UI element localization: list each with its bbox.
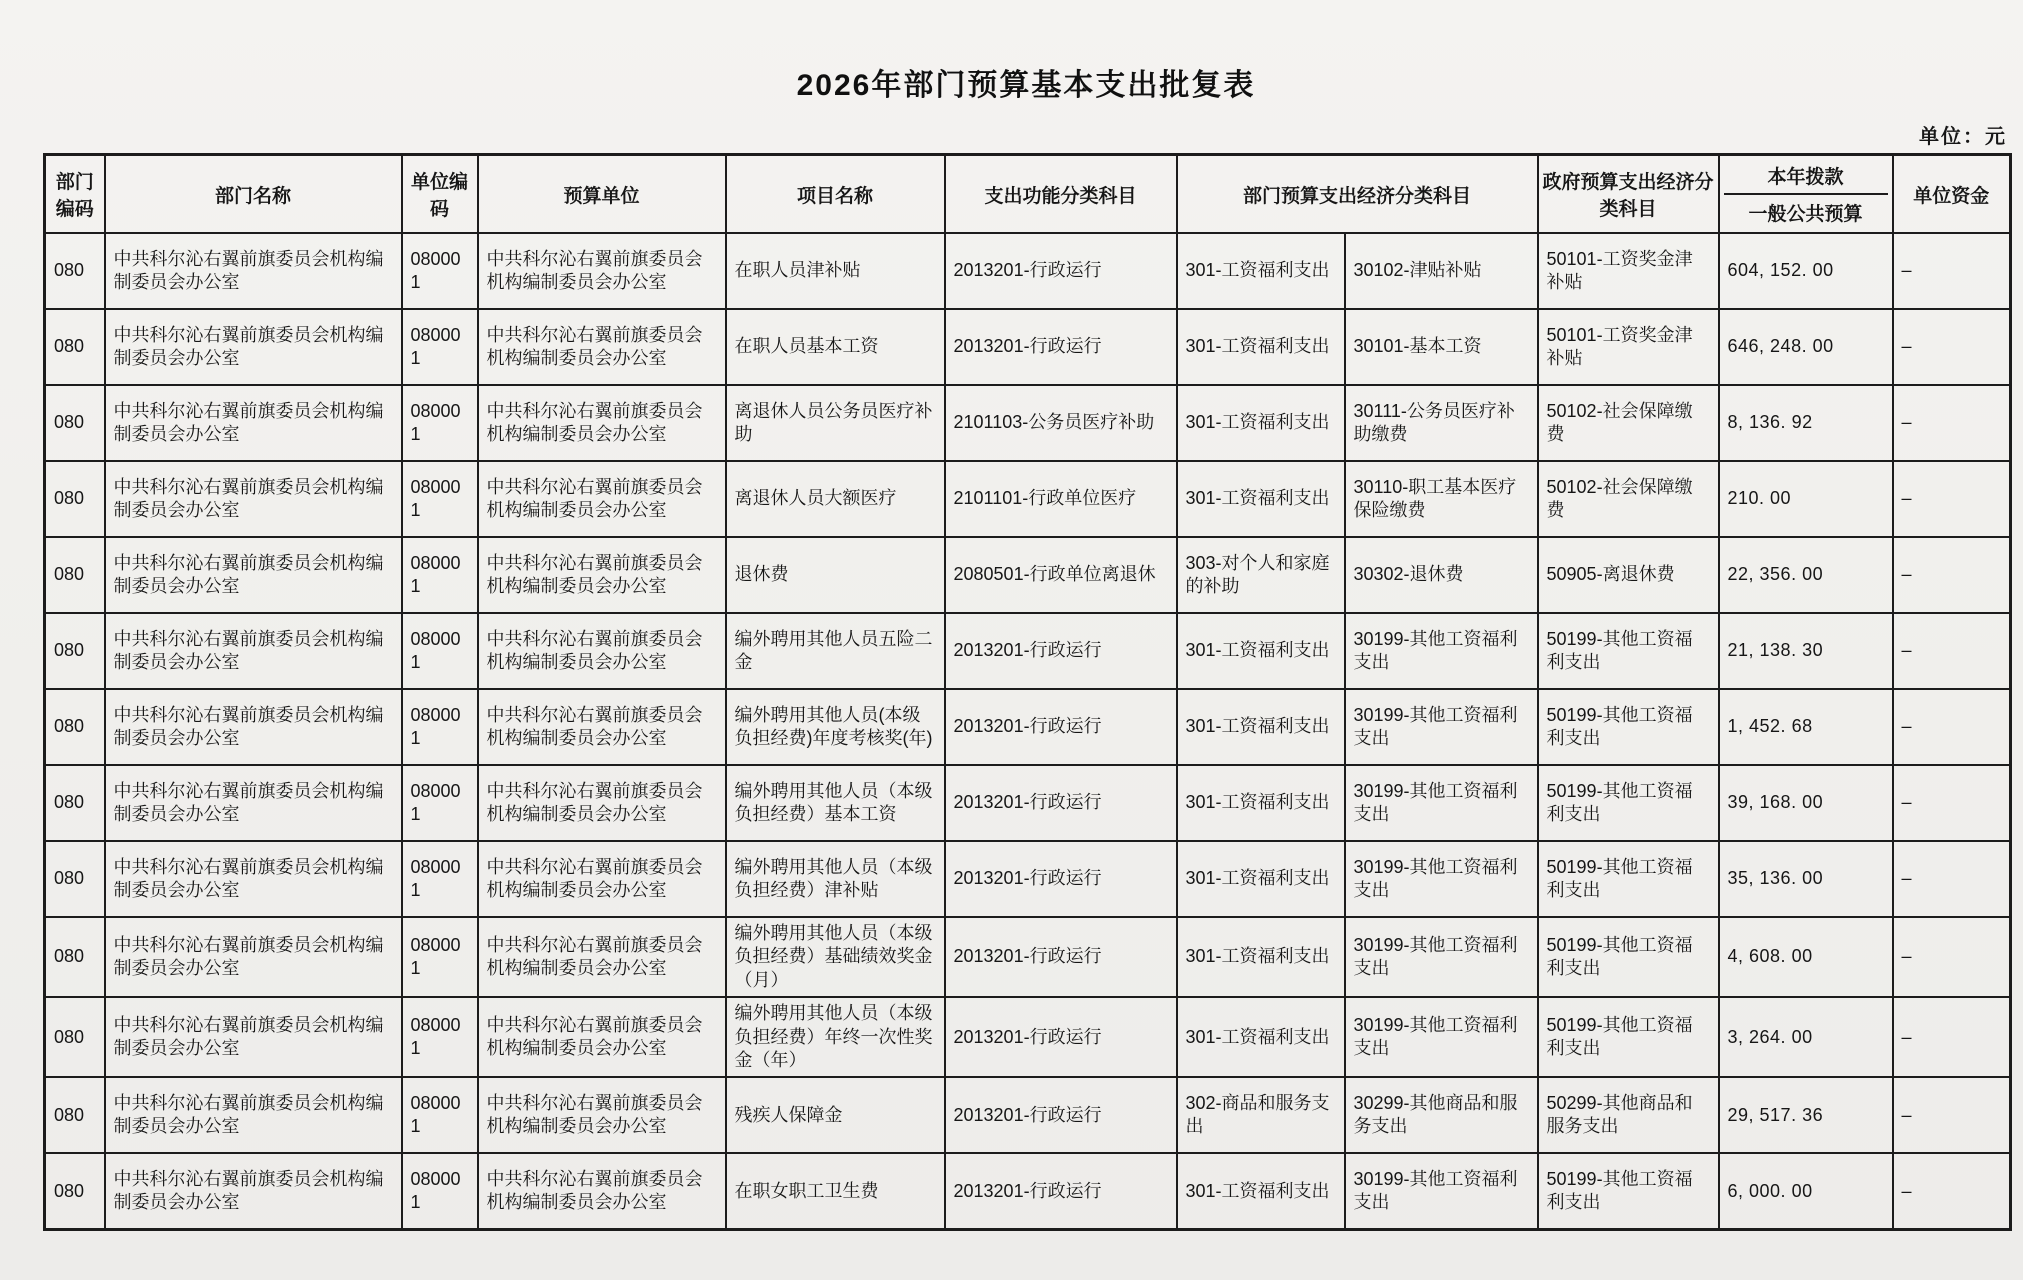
cell-unit-funds: – [1893,1077,2011,1153]
cell-gov-econ-class: 50101-工资奖金津补贴 [1538,309,1719,385]
cell-budget-unit: 中共科尔沁右翼前旗委员会机构编制委员会办公室 [478,689,726,765]
cell-dept-code: 080 [45,537,105,613]
cell-gov-econ-class: 50299-其他商品和服务支出 [1538,1077,1719,1153]
cell-dept-econ-class-major: 301-工资福利支出 [1177,997,1345,1077]
cell-dept-name: 中共科尔沁右翼前旗委员会机构编制委员会办公室 [105,689,402,765]
cell-function-class: 2013201-行政运行 [945,841,1177,917]
cell-unit-funds: – [1893,1153,2011,1230]
cell-function-class: 2013201-行政运行 [945,997,1177,1077]
cell-budget-unit: 中共科尔沁右翼前旗委员会机构编制委员会办公室 [478,537,726,613]
cell-function-class: 2101101-行政单位医疗 [945,461,1177,537]
cell-dept-code: 080 [45,689,105,765]
cell-dept-name: 中共科尔沁右翼前旗委员会机构编制委员会办公室 [105,1077,402,1153]
cell-unit-funds: – [1893,689,2011,765]
cell-dept-econ-class-major: 301-工资福利支出 [1177,309,1345,385]
cell-unit-funds: – [1893,461,2011,537]
cell-budget-unit: 中共科尔沁右翼前旗委员会机构编制委员会办公室 [478,1077,726,1153]
cell-gov-econ-class: 50905-离退休费 [1538,537,1719,613]
cell-unit-code: 080001 [402,461,478,537]
cell-dept-name: 中共科尔沁右翼前旗委员会机构编制委员会办公室 [105,841,402,917]
cell-project-name: 退休费 [726,537,945,613]
cell-dept-econ-class-major: 301-工资福利支出 [1177,765,1345,841]
budget-approval-table [43,153,2012,1231]
cell-dept-econ-class-minor: 30199-其他工资福利支出 [1345,997,1538,1077]
cell-project-name: 离退休人员大额医疗 [726,461,945,537]
cell-dept-econ-class-major: 303-对个人和家庭的补助 [1177,537,1345,613]
cell-unit-funds: – [1893,841,2011,917]
cell-gov-econ-class: 50199-其他工资福利支出 [1538,1153,1719,1230]
cell-project-name: 编外聘用其他人员（本级负担经费）年终一次性奖金（年） [726,997,945,1077]
col-header-unit-funds: 单位资金 [1893,155,2011,234]
cell-dept-name: 中共科尔沁右翼前旗委员会机构编制委员会办公室 [105,233,402,309]
cell-budget-unit: 中共科尔沁右翼前旗委员会机构编制委员会办公室 [478,309,726,385]
page-title: 2026年部门预算基本支出批复表 [796,69,1256,102]
cell-dept-name: 中共科尔沁右翼前旗委员会机构编制委员会办公室 [105,309,402,385]
cell-gov-econ-class: 50199-其他工资福利支出 [1538,997,1719,1077]
cell-budget-unit: 中共科尔沁右翼前旗委员会机构编制委员会办公室 [478,917,726,997]
cell-allocation-amount: 22, 356. 00 [1719,537,1893,613]
cell-unit-code: 080001 [402,233,478,309]
cell-unit-code: 080001 [402,689,478,765]
cell-dept-code: 080 [45,461,105,537]
cell-project-name: 编外聘用其他人员（本级负担经费）基本工资 [726,765,945,841]
cell-gov-econ-class: 50199-其他工资福利支出 [1538,613,1719,689]
cell-dept-code: 080 [45,233,105,309]
cell-unit-code: 080001 [402,537,478,613]
table-row [45,537,2011,613]
cell-project-name: 在职女职工卫生费 [726,1153,945,1230]
cell-unit-code: 080001 [402,997,478,1077]
cell-project-name: 在职人员基本工资 [726,309,945,385]
cell-unit-code: 080001 [402,309,478,385]
cell-dept-name: 中共科尔沁右翼前旗委员会机构编制委员会办公室 [105,385,402,461]
scanned-document-page [43,0,2009,1231]
cell-dept-econ-class-major: 301-工资福利支出 [1177,689,1345,765]
cell-dept-econ-class-major: 301-工资福利支出 [1177,917,1345,997]
cell-allocation-amount: 6, 000. 00 [1719,1153,1893,1230]
cell-dept-name: 中共科尔沁右翼前旗委员会机构编制委员会办公室 [105,461,402,537]
table-row [45,997,2011,1077]
col-header-budget-unit: 预算单位 [478,155,726,234]
cell-project-name: 编外聘用其他人员(本级负担经费)年度考核奖(年) [726,689,945,765]
cell-dept-econ-class-minor: 30199-其他工资福利支出 [1345,841,1538,917]
cell-unit-code: 080001 [402,917,478,997]
cell-unit-code: 080001 [402,841,478,917]
cell-gov-econ-class: 50199-其他工资福利支出 [1538,689,1719,765]
cell-budget-unit: 中共科尔沁右翼前旗委员会机构编制委员会办公室 [478,385,726,461]
col-header-function-class: 支出功能分类科目 [945,155,1177,234]
cell-dept-code: 080 [45,997,105,1077]
cell-unit-code: 080001 [402,1077,478,1153]
cell-gov-econ-class: 50102-社会保障缴费 [1538,461,1719,537]
cell-project-name: 在职人员津补贴 [726,233,945,309]
cell-dept-econ-class-major: 302-商品和服务支出 [1177,1077,1345,1153]
cell-dept-econ-class-minor: 30199-其他工资福利支出 [1345,917,1538,997]
cell-dept-code: 080 [45,385,105,461]
unit-note: 单位：元 [1919,126,2007,148]
cell-unit-funds: – [1893,613,2011,689]
table-header-row [45,155,2011,234]
cell-allocation-amount: 1, 452. 68 [1719,689,1893,765]
cell-dept-code: 080 [45,613,105,689]
cell-project-name: 编外聘用其他人员五险二金 [726,613,945,689]
table-row [45,1077,2011,1153]
cell-project-name: 残疾人保障金 [726,1077,945,1153]
cell-dept-econ-class-minor: 30199-其他工资福利支出 [1345,613,1538,689]
cell-gov-econ-class: 50102-社会保障缴费 [1538,385,1719,461]
cell-dept-econ-class-minor: 30299-其他商品和服务支出 [1345,1077,1538,1153]
cell-dept-econ-class-major: 301-工资福利支出 [1177,461,1345,537]
col-header-general-public-budget: 一般公共预算 [1748,204,1863,225]
cell-dept-econ-class-minor: 30102-津贴补贴 [1345,233,1538,309]
cell-budget-unit: 中共科尔沁右翼前旗委员会机构编制委员会办公室 [478,613,726,689]
table-row [45,233,2011,309]
cell-unit-funds: – [1893,309,2011,385]
cell-dept-econ-class-major: 301-工资福利支出 [1177,613,1345,689]
cell-unit-funds: – [1893,917,2011,997]
cell-function-class: 2101103-公务员医疗补助 [945,385,1177,461]
cell-unit-funds: – [1893,765,2011,841]
col-header-gov-econ-class: 政府预算支出经济分类科目 [1538,155,1719,234]
cell-dept-code: 080 [45,917,105,997]
cell-function-class: 2013201-行政运行 [945,689,1177,765]
cell-gov-econ-class: 50199-其他工资福利支出 [1538,765,1719,841]
cell-allocation-amount: 8, 136. 92 [1719,385,1893,461]
cell-unit-code: 080001 [402,385,478,461]
cell-unit-code: 080001 [402,613,478,689]
cell-function-class: 2013201-行政运行 [945,917,1177,997]
table-row [45,765,2011,841]
cell-allocation-amount: 4, 608. 00 [1719,917,1893,997]
table-row [45,917,2011,997]
cell-dept-econ-class-major: 301-工资福利支出 [1177,1153,1345,1230]
cell-allocation-amount: 39, 168. 00 [1719,765,1893,841]
cell-dept-econ-class-major: 301-工资福利支出 [1177,233,1345,309]
table-row [45,385,2011,461]
cell-function-class: 2013201-行政运行 [945,765,1177,841]
cell-dept-name: 中共科尔沁右翼前旗委员会机构编制委员会办公室 [105,537,402,613]
cell-dept-code: 080 [45,841,105,917]
cell-gov-econ-class: 50199-其他工资福利支出 [1538,841,1719,917]
cell-budget-unit: 中共科尔沁右翼前旗委员会机构编制委员会办公室 [478,1153,726,1230]
cell-dept-code: 080 [45,1077,105,1153]
cell-budget-unit: 中共科尔沁右翼前旗委员会机构编制委员会办公室 [478,765,726,841]
col-header-dept-code: 部门编码 [45,155,105,234]
cell-function-class: 2013201-行政运行 [945,613,1177,689]
cell-gov-econ-class: 50199-其他工资福利支出 [1538,917,1719,997]
cell-dept-econ-class-minor: 30111-公务员医疗补助缴费 [1345,385,1538,461]
cell-dept-code: 080 [45,1153,105,1230]
cell-allocation-amount: 21, 138. 30 [1719,613,1893,689]
cell-dept-econ-class-major: 301-工资福利支出 [1177,841,1345,917]
cell-dept-code: 080 [45,765,105,841]
cell-allocation-amount: 646, 248. 00 [1719,309,1893,385]
cell-dept-econ-class-minor: 30110-职工基本医疗保险缴费 [1345,461,1538,537]
cell-dept-econ-class-minor: 30199-其他工资福利支出 [1345,1153,1538,1230]
cell-unit-funds: – [1893,997,2011,1077]
cell-allocation-amount: 29, 517. 36 [1719,1077,1893,1153]
cell-project-name: 编外聘用其他人员（本级负担经费）基础绩效奖金（月） [726,917,945,997]
cell-dept-econ-class-minor: 30302-退休费 [1345,537,1538,613]
cell-budget-unit: 中共科尔沁右翼前旗委员会机构编制委员会办公室 [478,997,726,1077]
cell-project-name: 编外聘用其他人员（本级负担经费）津补贴 [726,841,945,917]
cell-dept-econ-class-major: 301-工资福利支出 [1177,385,1345,461]
cell-function-class: 2080501-行政单位离退休 [945,537,1177,613]
table-row [45,1153,2011,1230]
col-header-dept-name: 部门名称 [105,155,402,234]
col-header-unit-code: 单位编码 [402,155,478,234]
cell-allocation-amount: 35, 136. 00 [1719,841,1893,917]
cell-function-class: 2013201-行政运行 [945,1153,1177,1230]
cell-dept-code: 080 [45,309,105,385]
cell-dept-name: 中共科尔沁右翼前旗委员会机构编制委员会办公室 [105,613,402,689]
cell-allocation-amount: 210. 00 [1719,461,1893,537]
table-row [45,461,2011,537]
cell-unit-code: 080001 [402,765,478,841]
cell-function-class: 2013201-行政运行 [945,1077,1177,1153]
cell-function-class: 2013201-行政运行 [945,233,1177,309]
cell-dept-name: 中共科尔沁右翼前旗委员会机构编制委员会办公室 [105,1153,402,1230]
col-header-allocation [1719,155,1893,234]
cell-budget-unit: 中共科尔沁右翼前旗委员会机构编制委员会办公室 [478,841,726,917]
cell-allocation-amount: 3, 264. 00 [1719,997,1893,1077]
cell-budget-unit: 中共科尔沁右翼前旗委员会机构编制委员会办公室 [478,461,726,537]
table-row [45,689,2011,765]
table-row [45,309,2011,385]
cell-unit-funds: – [1893,385,2011,461]
cell-function-class: 2013201-行政运行 [945,309,1177,385]
col-header-project-name: 项目名称 [726,155,945,234]
col-header-dept-econ-class: 部门预算支出经济分类科目 [1177,155,1538,234]
cell-dept-econ-class-minor: 30199-其他工资福利支出 [1345,689,1538,765]
cell-dept-name: 中共科尔沁右翼前旗委员会机构编制委员会办公室 [105,997,402,1077]
col-header-current-year-allocation: 本年拨款 [1724,158,1888,195]
cell-project-name: 离退休人员公务员医疗补助 [726,385,945,461]
cell-budget-unit: 中共科尔沁右翼前旗委员会机构编制委员会办公室 [478,233,726,309]
cell-dept-name: 中共科尔沁右翼前旗委员会机构编制委员会办公室 [105,917,402,997]
cell-allocation-amount: 604, 152. 00 [1719,233,1893,309]
cell-unit-funds: – [1893,537,2011,613]
table-row [45,841,2011,917]
table-row [45,613,2011,689]
cell-dept-econ-class-minor: 30101-基本工资 [1345,309,1538,385]
cell-unit-funds: – [1893,233,2011,309]
cell-dept-econ-class-minor: 30199-其他工资福利支出 [1345,765,1538,841]
cell-dept-name: 中共科尔沁右翼前旗委员会机构编制委员会办公室 [105,765,402,841]
cell-unit-code: 080001 [402,1153,478,1230]
cell-gov-econ-class: 50101-工资奖金津补贴 [1538,233,1719,309]
